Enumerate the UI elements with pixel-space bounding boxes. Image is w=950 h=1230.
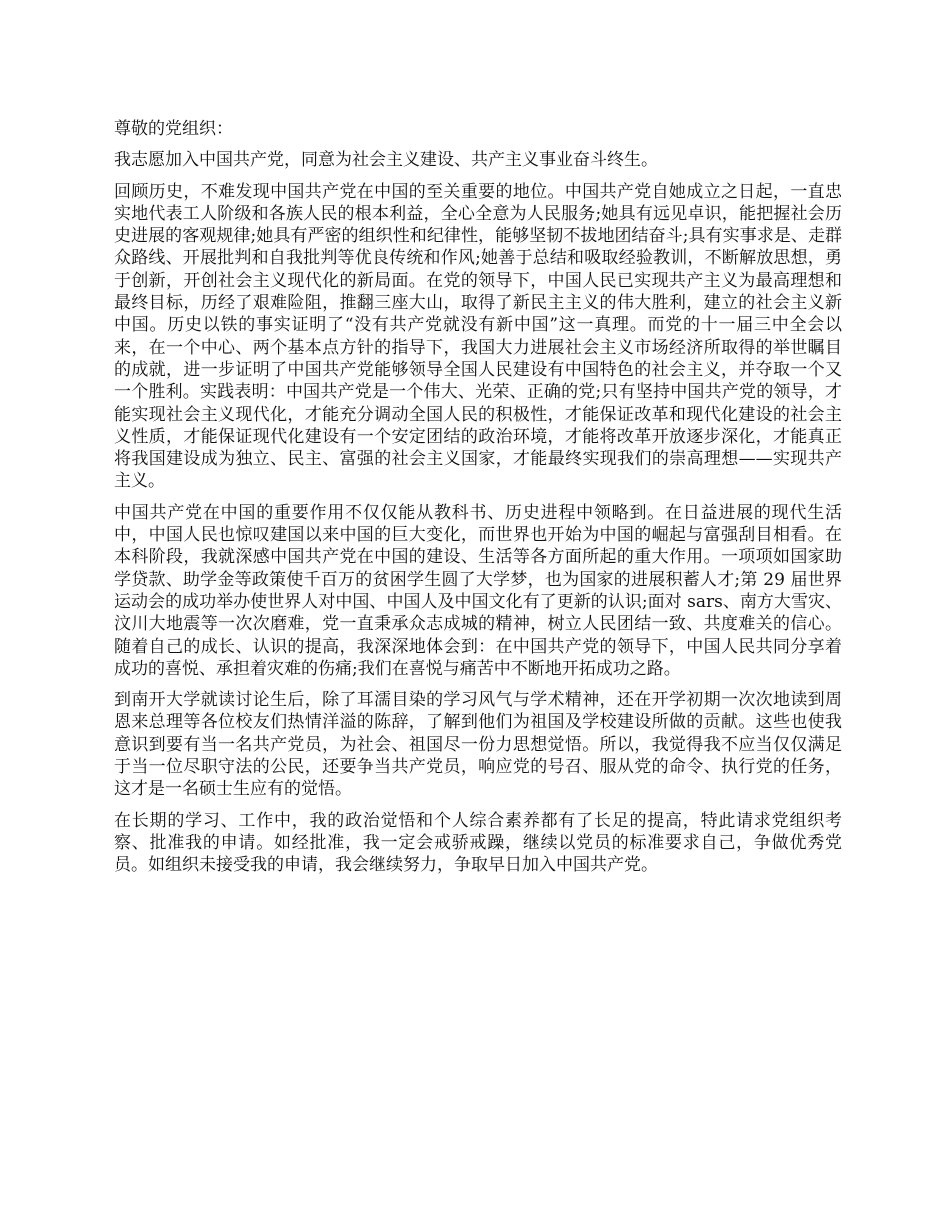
- document-page: [114, 118, 842, 886]
- paragraph-history: 回顾历史，不难发现中国共产党在中国的至关重要的地位。中国共产党自她成立之日起，一直忠实地代表工人阶级和各族人民的根本利益，全心全意为人民服务;她具有远见卓识，能把握社会历史进展的客观规律;她具有严密的组织性和纪律性，能够坚韧不拔地团结奋斗;具有实事求是、走群众路线、开展批判和自我批判等优良传统和作风;她善于总结和吸取经验教训，不断解放思想，勇于创新，开创社会主义现代化的新局面。在党的领导下，中国人民已实现共产主义为最高理想和最终目标，历经了艰难险阻，推翻三座大山，取得了新民主主义的伟大胜利，建立的社会主义新中国。历史以铁的事实证明了“没有共产党就没有新中国”这一真理。而党的十一届三中全会以来，在一个中心、两个基本点方针的指导下，我国大力进展社会主义市场经济所取得的举世瞩目的成就，进一步证明了中国共产党能够领导全国人民建设有中国特色的社会主义，并夺取一个又一个胜利。实践表明：中国共产党是一个伟大、光荣、正确的党;只有坚持中国共产党的领导，才能实现社会主义现代化，才能充分调动全国人民的积极性，才能保证改革和现代化建设的社会主义性质，才能保证现代化建设有一个安定团结的政治环境，才能将改革开放逐步深化，才能真正将我国建设成为独立、民主、富强的社会主义国家，才能最终实现我们的崇高理想——实现共产主义。: [114, 181, 843, 492]
- paragraph-role: 中国共产党在中国的重要作用不仅仅能从教科书、历史进程中领略到。在日益进展的现代生活中，中国人民也惊叹建国以来中国的巨大变化，而世界也开始为中国的崛起与富强刮目相看。在本科阶段，我就深感中国共产党在中国的建设、生活等各方面所起的重大作用。一项项如国家助学贷款、助学金等政策使千百万的贫困学生圆了大学梦，也为国家的进展积蓄人才;第 29 届世界运动会的成功举办使世界人对中国、中国人及中国文化有了更新的认识;面对 sars、南方大雪灾、汶川大地震等一次次磨难，党一直秉承众志成城的精神，树立人民团结一致、共度难关的信心。随着自己的成长、认识的提高，我深深地体会到：在中国共产党的领导下，中国人民共同分享着成功的喜悦、承担着灾难的伤痛;我们在喜悦与痛苦中不断地开拓成功之路。: [114, 502, 842, 679]
- paragraph-request: 在长期的学习、工作中，我的政治觉悟和个人综合素养都有了长足的提高，特此请求党组织考察、批准我的申请。如经批准，我一定会戒骄戒躁，继续以党员的标准要求自己，争做优秀党员。如组织未接受我的申请，我会继续努力，争取早日加入中国共产党。: [114, 810, 842, 876]
- salutation: 尊敬的党组织：: [114, 119, 233, 139]
- paragraph-nankai: 到南开大学就读讨论生后，除了耳濡目染的学习风气与学术精神，还在开学初期一次次地读到周恩来总理等各位校友们热情洋溢的陈辞，了解到他们为祖国及学校建设所做的贡献。这些也使我意识到要有当一名共产党员，为社会、祖国尽一份力思想觉悟。所以，我觉得我不应当仅仅满足于当一位尽职守法的公民，还要争当共产党员，响应党的号召、服从党的命令、执行党的任务，这才是一名硕士生应有的觉悟。: [114, 690, 842, 800]
- paragraph-pledge: 我志愿加入中国共产党，同意为社会主义建设、共产主义事业奋斗终生。: [114, 150, 658, 171]
